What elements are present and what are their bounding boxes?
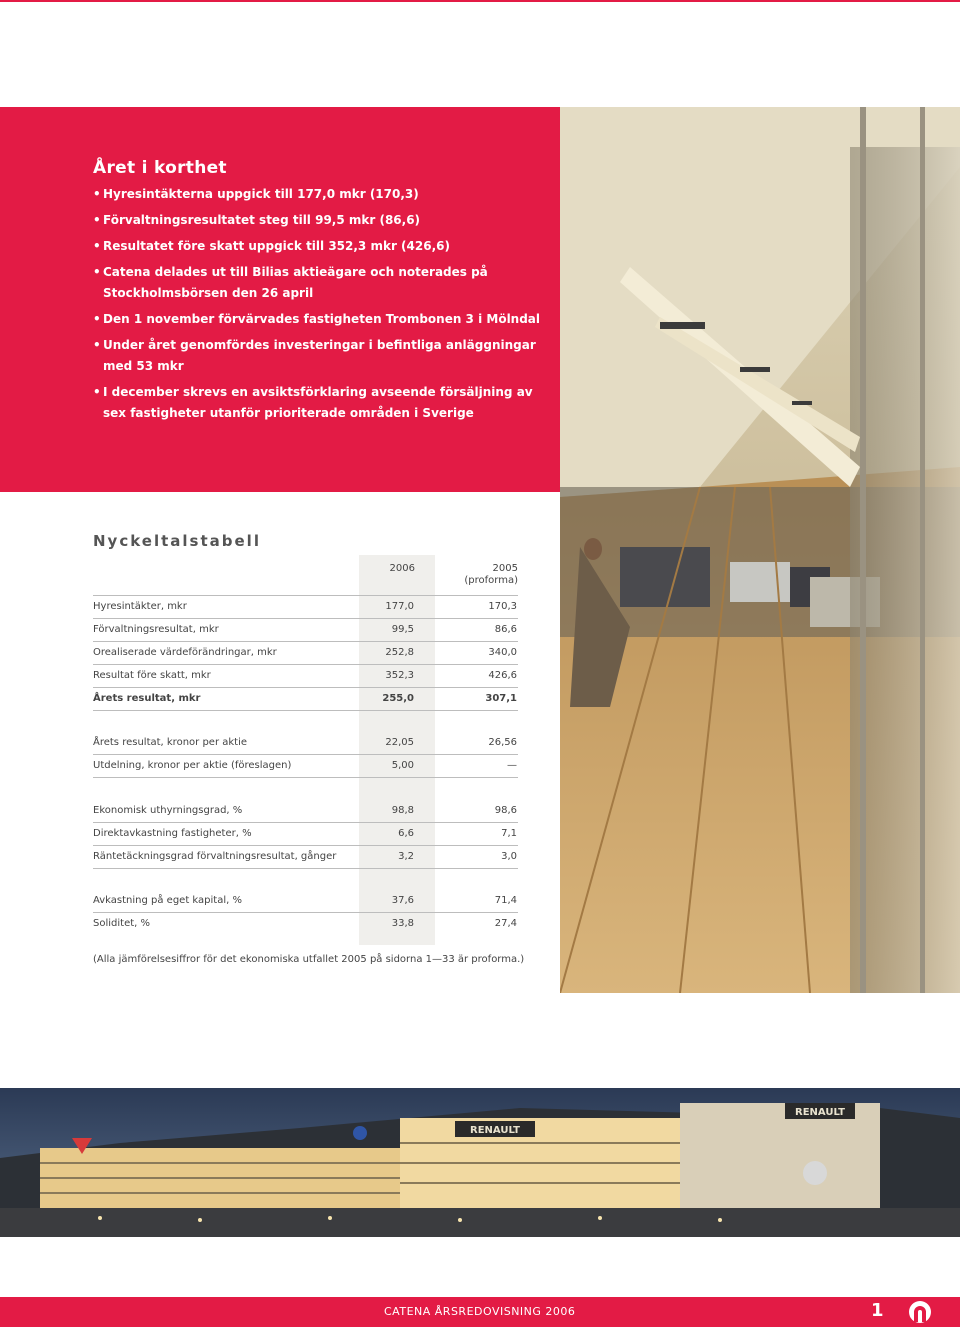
table-row: Årets resultat, kronor per aktie 22,05 26,56: [93, 732, 518, 755]
column-header-2006: 2006: [389, 563, 415, 574]
table-row: Förvaltningsresultat, mkr 99,5 86,6: [93, 619, 518, 642]
table-row: Utdelning, kronor per aktie (föreslagen) 5,00 —: [93, 755, 518, 778]
showroom-interior-photo: [560, 107, 960, 993]
highlight-item: • Hyresintäkterna uppgick till 177,0 mkr (170,3): [93, 187, 419, 201]
table-footnote: (Alla jämförelsesiffror för det ekonomiska utfallet 2005 på sidorna 1—33 är proforma.): [93, 954, 525, 965]
table-row-total: Årets resultat, mkr 255,0 307,1: [93, 688, 518, 711]
table-row: Ekonomisk uthyrningsgrad, % 98,8 98,6: [93, 800, 518, 823]
footer-title: CATENA ÅRSREDOVISNING 2006: [384, 1305, 576, 1318]
top-rule: [0, 0, 960, 2]
highlight-item: • I december skrevs en avsiktsförklaring avseende försäljning av sex fastigheter utanför prioriterade områden i Sverige: [93, 385, 533, 420]
table-row: Avkastning på eget kapital, % 37,6 71,4: [93, 890, 518, 913]
highlights-list: [93, 184, 543, 429]
dealership-exterior-photo: [0, 1088, 960, 1237]
highlights-title: Året i korthet: [93, 158, 227, 178]
table-row: Räntetäckningsgrad förvaltningsresultat, gånger 3,2 3,0: [93, 846, 518, 869]
table-row: Hyresintäkter, mkr 177,0 170,3: [93, 596, 518, 619]
column-header-2005: 2005 (proforma): [464, 563, 518, 586]
catena-logo-icon: [908, 1300, 932, 1324]
highlight-item: • Förvaltningsresultatet steg till 99,5 mkr (86,6): [93, 213, 421, 227]
page-number: 1: [871, 1300, 884, 1321]
table-row: Soliditet, % 33,8 27,4: [93, 918, 517, 929]
table-row: Resultat före skatt, mkr 352,3 426,6: [93, 665, 518, 688]
highlight-item: • Catena delades ut till Bilias aktieägare och noterades på Stockholmsbörsen den 26 april: [93, 265, 488, 300]
highlight-item: • Under året genomfördes investeringar i befintliga anläggningar med 53 mkr: [93, 338, 536, 373]
table-title: Nyckeltalstabell: [93, 532, 261, 550]
highlight-item: • Den 1 november förvärvades fastigheten Trombonen 3 i Mölndal: [93, 312, 541, 326]
renault-sign-right: RENAULT: [795, 1107, 845, 1118]
table-row: Direktavkastning fastigheter, % 6,6 7,1: [93, 823, 518, 846]
renault-sign-left: RENAULT: [470, 1125, 520, 1136]
table-row: Orealiserade värdeförändringar, mkr 252,8 340,0: [93, 642, 518, 665]
highlight-item: • Resultatet före skatt uppgick till 352,3 mkr (426,6): [93, 239, 450, 253]
